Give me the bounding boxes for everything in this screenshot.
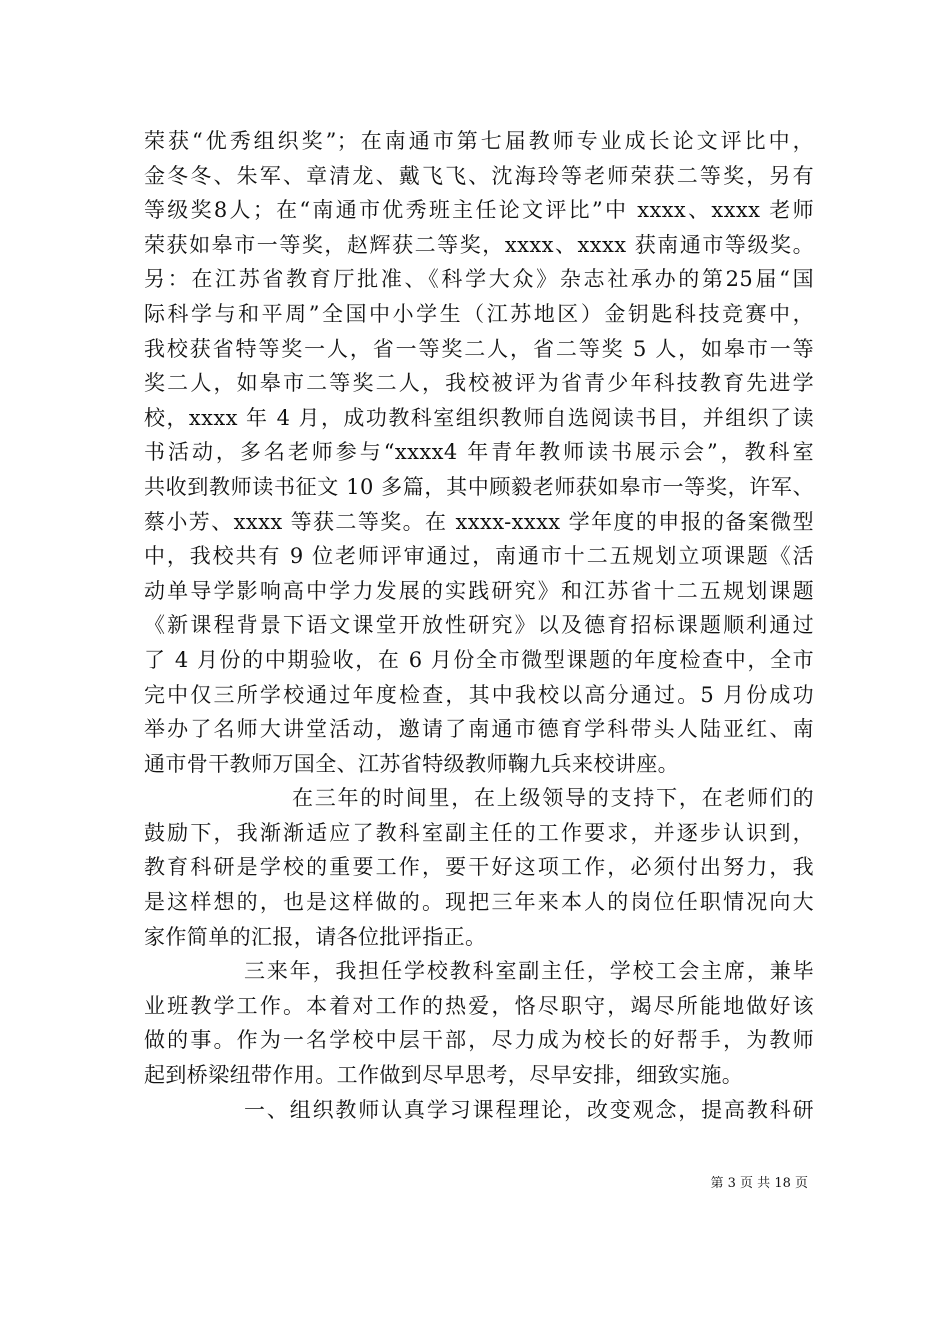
body-text <box>144 124 814 1127</box>
paragraph-start-line: 在三年的时间里，在上级领导的支持下，在老师们的 <box>292 786 814 811</box>
text-line: 中，我校共有 9 位老师评审通过，南通市十二五规划立项课题《活 <box>144 544 814 569</box>
text-line: 动单导学影响高中学力发展的实践研究》和江苏省十二五规划课题 <box>144 578 814 603</box>
text-line: 了 4 月份的中期验收，在 6 月份全市微型课题的年度检查中，全市 <box>144 647 814 672</box>
text-line: 校，xxxx 年 4 月，成功教科室组织教师自选阅读书目，并组织了读 <box>144 405 814 430</box>
text-line: 通市骨干教师万国全、江苏省特级教师鞠九兵来校讲座。 <box>144 751 679 776</box>
paragraph-start-line: 三来年，我担任学校教科室副主任，学校工会主席，兼毕 <box>244 959 814 984</box>
text-line: 是这样想的，也是这样做的。现把三年来本人的岗位任职情况向大 <box>144 890 814 915</box>
text-line: 荣获“优秀组织奖”；在南通市第七届教师专业成长论文评比中， <box>144 129 814 153</box>
text-line: 完中仅三所学校通过年度检查，其中我校以高分通过。5 月份成功 <box>144 682 814 707</box>
text-line: 另：在江苏省教育厅批准、《科学大众》杂志社承办的第25届“国 <box>144 267 814 292</box>
text-line: 际科学与和平周”全国中小学生（江苏地区）金钥匙科技竞赛中， <box>144 301 814 326</box>
text-line: 《新课程背景下语文课堂开放性研究》以及德育招标课题顺利通过 <box>144 613 814 638</box>
text-line: 荣获如皋市一等奖，赵辉获二等奖，xxxx、xxxx 获南通市等级奖。 <box>144 232 814 257</box>
text-line: 举办了名师大讲堂活动，邀请了南通市德育学科带头人陆亚红、南 <box>144 717 814 742</box>
text-line: 家作简单的汇报，请各位批评指正。 <box>144 924 487 949</box>
text-line: 我校获省特等奖一人，省一等奖二人，省二等奖 5 人，如皋市一等 <box>144 336 814 361</box>
text-line: 做的事。作为一名学校中层干部，尽力成为校长的好帮手，为教师 <box>144 1028 814 1053</box>
text-line: 共收到教师读书征文 10 多篇，其中顾毅老师获如皋市一等奖，许军、 <box>144 474 814 499</box>
text-line: 奖二人，如皋市二等奖二人，我校被评为省青少年科技教育先进学 <box>144 371 814 396</box>
text-line: 书活动，多名老师参与“xxxx4 年青年教师读书展示会”，教科室 <box>144 440 814 465</box>
text-line: 金冬冬、朱军、章清龙、戴飞飞、沈海玲等老师荣获二等奖，另有 <box>144 163 814 188</box>
section-heading-line: 一、组织教师认真学习课程理论，改变观念，提高教科研 <box>244 1097 814 1122</box>
text-line: 业班教学工作。本着对工作的热爱，恪尽职守，竭尽所能地做好该 <box>144 993 814 1018</box>
page-number-footer: 第 3 页 共 18 页 <box>710 1176 808 1191</box>
text-line: 教育科研是学校的重要工作，要干好这项工作，必须付出努力，我 <box>144 855 814 880</box>
text-line: 等级奖8人；在“南通市优秀班主任论文评比”中 xxxx、xxxx 老师 <box>144 198 814 223</box>
text-line: 起到桥梁纽带作用。工作做到尽早思考，尽早安排，细致实施。 <box>144 1063 744 1088</box>
text-line: 蔡小芳、xxxx 等获二等奖。在 xxxx-xxxx 学年度的申报的备案微型 <box>144 509 814 534</box>
text-line: 鼓励下，我渐渐适应了教科室副主任的工作要求，并逐步认识到， <box>144 820 814 845</box>
